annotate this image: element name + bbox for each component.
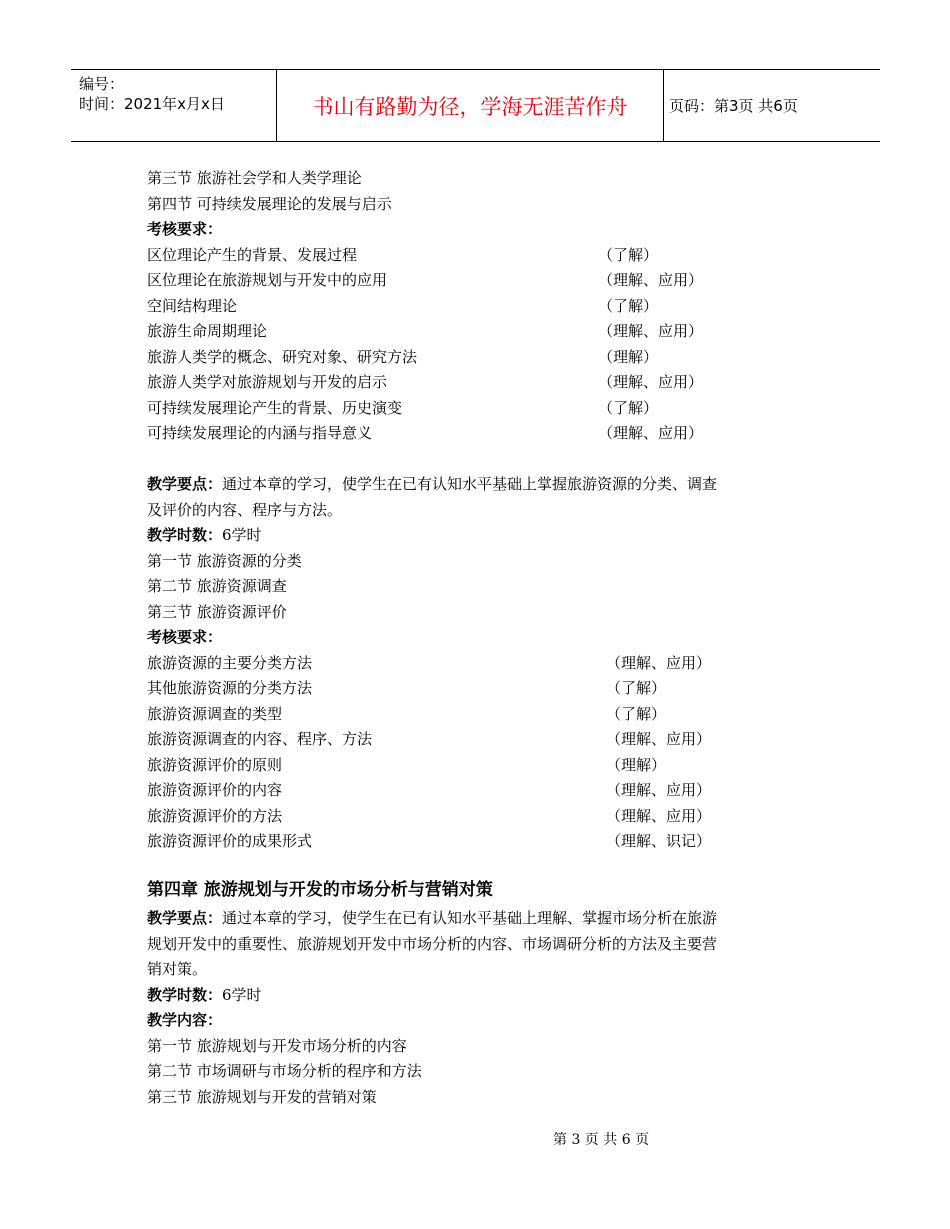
section-line: 第二节 旅游资源调查	[147, 577, 287, 595]
hours-label: 教学时数：	[147, 986, 223, 1004]
req-item: 区位理论产生的背景、发展过程	[147, 246, 358, 264]
points-text-cont: 销对策。	[147, 960, 208, 978]
teaching-points	[147, 908, 717, 928]
section-line: 第一节 旅游规划与开发市场分析的内容	[147, 1037, 407, 1055]
content-heading: 教学内容：	[147, 1011, 223, 1029]
req-item: 旅游资源调查的类型	[147, 705, 283, 723]
section-line: 第三节 旅游规划与开发的营销对策	[147, 1088, 377, 1106]
req-item: 旅游资源的主要分类方法	[147, 654, 313, 672]
req-level: （理解、应用）	[598, 373, 704, 391]
section-line: 第三节 旅游资源评价	[147, 603, 287, 621]
req-level: （理解、应用）	[606, 781, 712, 799]
req-level: （理解、应用）	[598, 424, 704, 442]
page-header	[71, 69, 880, 142]
req-level: （理解、应用）	[606, 654, 712, 672]
points-text-cont: 及评价的内容、程序与方法。	[147, 501, 343, 519]
req-level: （理解、应用）	[606, 807, 712, 825]
req-level: （了解）	[606, 679, 667, 697]
req-level: （理解、应用）	[606, 730, 712, 748]
req-level: （了解）	[598, 297, 659, 315]
req-item: 空间结构理论	[147, 297, 238, 315]
hours-value: 6学时	[222, 526, 262, 544]
req-level: （了解）	[606, 705, 667, 723]
section-line: 第三节 旅游社会学和人类学理论	[147, 169, 362, 187]
section-line: 第一节 旅游资源的分类	[147, 552, 302, 570]
req-item: 旅游生命周期理论	[147, 322, 268, 340]
points-text: 通过本章的学习，使学生在已有认知水平基础上掌握旅游资源的分类、调查	[222, 475, 718, 493]
req-item: 旅游人类学对旅游规划与开发的启示	[147, 373, 388, 391]
req-level: （理解、应用）	[598, 271, 704, 289]
header-page-info: 页码：第3页 共6页	[669, 97, 798, 115]
req-heading: 考核要求：	[147, 628, 223, 646]
req-level: （理解、识记）	[606, 832, 712, 850]
points-text-cont: 规划开发中的重要性、旅游规划开发中市场分析的内容、市场调研分析的方法及主要营	[147, 935, 718, 953]
time-label: 时间：2021年x月x日	[79, 95, 225, 113]
req-heading: 考核要求：	[147, 220, 223, 238]
header-divider-right	[663, 70, 664, 141]
req-item: 区位理论在旅游规划与开发中的应用	[147, 271, 388, 289]
req-item: 可持续发展理论产生的背景、历史演变	[147, 399, 403, 417]
header-meta	[79, 74, 225, 114]
teaching-points	[147, 474, 717, 494]
header-motto: 书山有路勤为径，学海无涯苦作舟	[312, 94, 628, 119]
hours-value: 6学时	[222, 986, 262, 1004]
req-item: 旅游资源评价的原则	[147, 756, 283, 774]
req-item: 可持续发展理论的内涵与指导意义	[147, 424, 373, 442]
req-item: 其他旅游资源的分类方法	[147, 679, 313, 697]
points-label: 教学要点：	[147, 909, 223, 927]
section-line: 第二节 市场调研与市场分析的程序和方法	[147, 1062, 422, 1080]
points-label: 教学要点：	[147, 475, 223, 493]
section-line: 第四节 可持续发展理论的发展与启示	[147, 195, 392, 213]
req-item: 旅游资源评价的内容	[147, 781, 283, 799]
req-item: 旅游资源调查的内容、程序、方法	[147, 730, 373, 748]
req-item: 旅游资源评价的方法	[147, 807, 283, 825]
req-level: （了解）	[598, 399, 659, 417]
req-level: （理解）	[598, 348, 659, 366]
teaching-hours	[147, 985, 262, 1005]
req-level: （了解）	[598, 246, 659, 264]
req-level: （理解、应用）	[598, 322, 704, 340]
chapter-title: 第四章 旅游规划与开发的市场分析与营销对策	[147, 880, 493, 900]
points-text: 通过本章的学习，使学生在已有认知水平基础上理解、掌握市场分析在旅游	[222, 909, 718, 927]
hours-label: 教学时数：	[147, 526, 223, 544]
req-item: 旅游人类学的概念、研究对象、研究方法	[147, 348, 418, 366]
page-footer: 第 3 页 共 6 页	[553, 1132, 650, 1148]
req-item: 旅游资源评价的成果形式	[147, 832, 313, 850]
teaching-hours	[147, 525, 262, 545]
req-level: （理解）	[606, 756, 667, 774]
number-label: 编号：	[79, 75, 125, 93]
